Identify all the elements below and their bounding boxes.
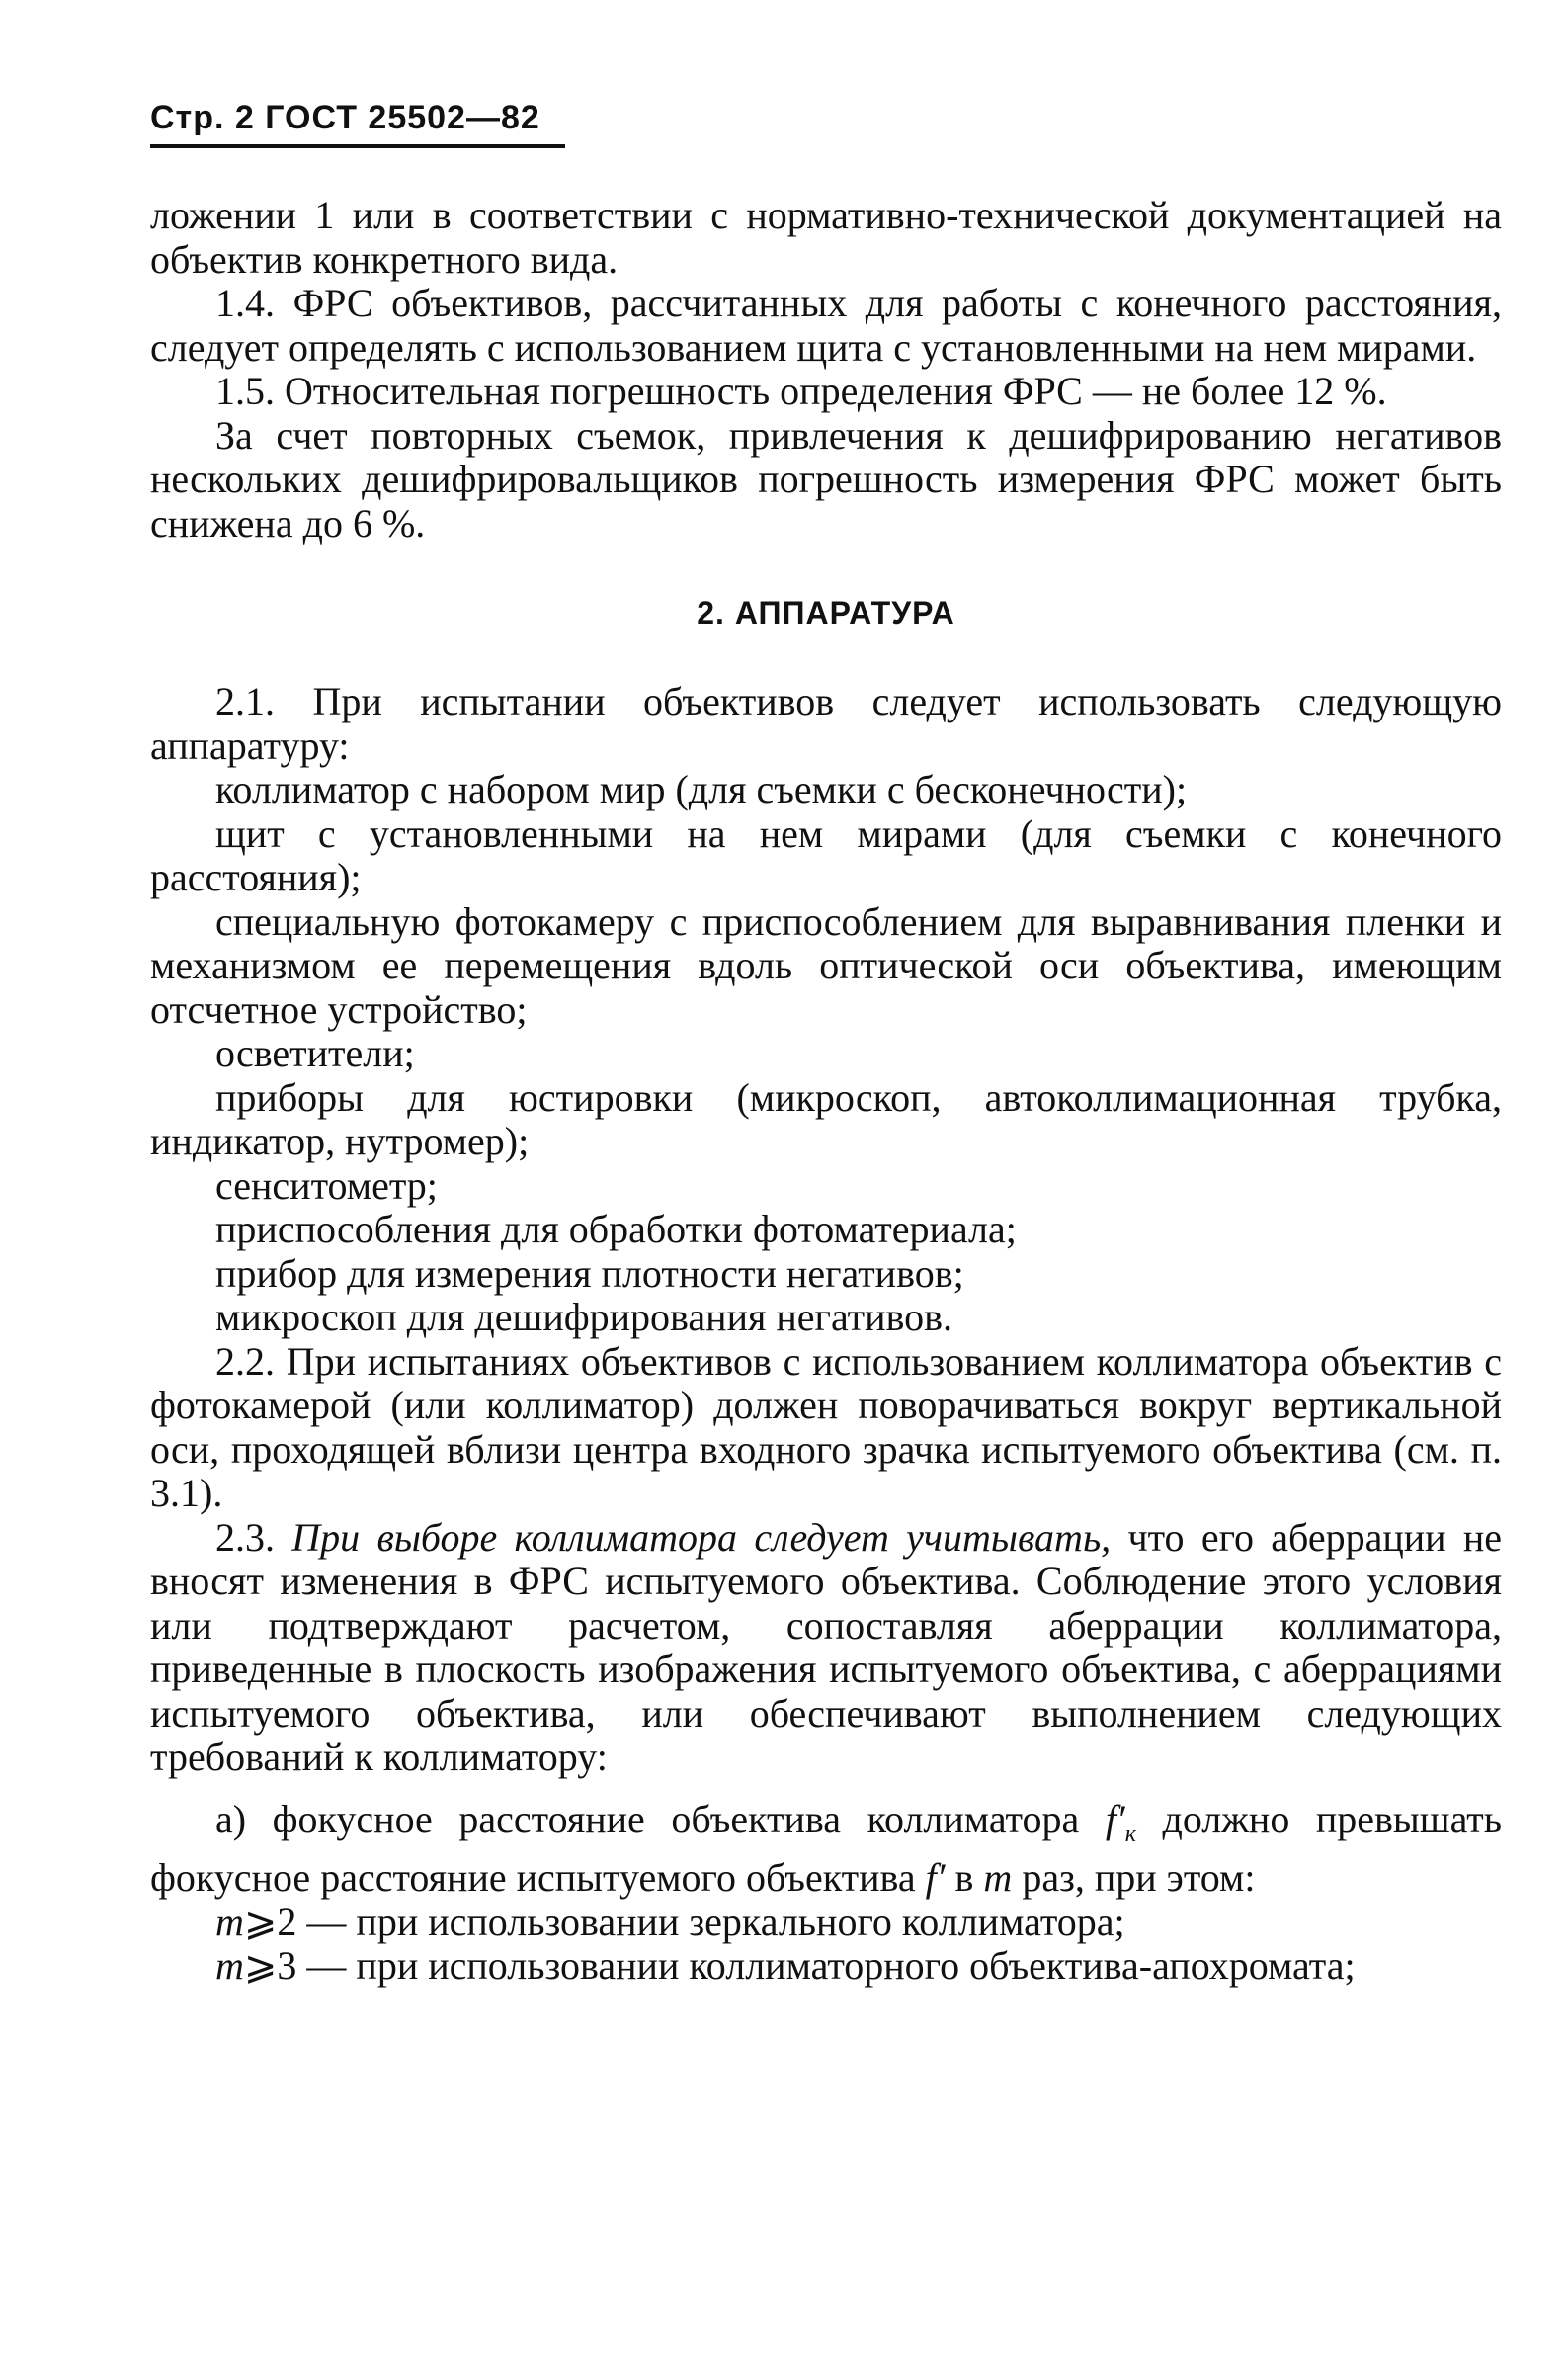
condition-1-variable: m <box>215 1899 244 1944</box>
paragraph-2-1: 2.1. При испытании объективов следует использовать следующую аппаратуру: <box>150 679 1502 768</box>
list-item: прибор для измерения плотности негативов; <box>215 1250 964 1296</box>
paragraph-2-2: 2.2. При испытаниях объективов с использованием коллиматора объектив с фотокамерой (или коллиматор) должен поворачиваться вокруг вертикальной оси, проходящей вблизи центра входного зрачка испытуемого объектива (см. п. 3.1). <box>150 1338 1502 1515</box>
paragraph-a-text-4: раз, при этом: <box>1022 1855 1256 1900</box>
paragraph-2-3-text: что его аберрации не вносят изменения в ФРС испытуемого объектива. Соблюдение этого условия или подтверждают расчетом, сопоставляя аберрации коллиматора, приведенные в плоскость изображения испытуемого объектива, с аберрациями испытуемого объектива, или обеспечивают выполнением следующих требований к коллиматору: <box>150 1514 1503 1779</box>
condition-1-text: ⩾2 — при использовании зеркального коллиматора; <box>243 1899 1125 1944</box>
paragraph-1-5: 1.5. Относительная погрешность определения ФРС — не более 12 %. <box>215 369 1387 413</box>
list-item: осветители; <box>215 1031 415 1075</box>
paragraph-a-text-3: в <box>954 1855 974 1900</box>
paragraph-2-3-emphasis: При выборе коллиматора следует учитывать, <box>291 1514 1112 1560</box>
list-item: сенситометр; <box>215 1162 438 1208</box>
document-body <box>150 194 1502 1989</box>
condition-2-text: ⩾3 — при использовании коллиматорного объектива-апохромата; <box>243 1943 1356 1988</box>
section-heading: 2. АППАРАТУРА <box>697 595 955 631</box>
list-item: щит с установленными на нем мирами (для съемки с конечного расстояния); <box>150 810 1502 899</box>
condition-2 <box>150 1944 1502 1989</box>
condition-1 <box>150 1901 1502 1945</box>
paragraph-1-4: 1.4. ФРС объективов, рассчитанных для работы с конечного расстояния, следует определять с использованием щита с установленными на нем мирами. <box>150 281 1502 370</box>
running-header: Стр. 2 ГОСТ 25502—82 <box>150 99 540 136</box>
focal-length-lens: f′ <box>925 1855 946 1900</box>
paragraph-a <box>150 1798 1502 1901</box>
header-rule <box>150 144 565 148</box>
paragraph-2-3-number: 2.3. <box>215 1514 275 1560</box>
focal-length-symbol: f′ <box>1105 1796 1125 1841</box>
spacer <box>150 1780 1502 1798</box>
paragraph-a-text-2: должно превышать фокусное расстояние испытуемого объектива <box>150 1796 1503 1900</box>
paragraph-2-3 <box>150 1516 1502 1780</box>
focal-length-collimator <box>1105 1796 1136 1847</box>
list-item: коллиматор с набором мир (для съемки с бесконечности); <box>215 767 1188 811</box>
paragraph-1-5-note: За счет повторных съемок, привлечения к дешифрированию негативов нескольких дешифрировальщиков погрешность измерения ФРС может быть снижена до 6 %. <box>150 412 1502 546</box>
condition-2-variable: m <box>215 1943 244 1988</box>
list-item: специальную фотокамеру с приспособлением для выравнивания пленки и механизмом ее перемещения вдоль оптической оси объектива, имеющим отсчетное устройство; <box>150 898 1502 1032</box>
list-item: приборы для юстировки (микроскоп, автоколлимационная трубка, индикатор, нутромер); <box>150 1074 1502 1163</box>
paragraph-continuation: ложении 1 или в соответствии с нормативно-технической документацией на объектив конкретного вида. <box>150 193 1502 282</box>
paragraph-a-text-1: а) фокусное расстояние объектива коллиматора <box>215 1796 1080 1841</box>
ratio-variable: m <box>983 1855 1013 1900</box>
focal-length-subscript: к <box>1124 1821 1136 1847</box>
list-item: приспособления для обработки фотоматериала; <box>215 1207 1017 1251</box>
list-item: микроскоп для дешифрирования негативов. <box>215 1295 953 1339</box>
